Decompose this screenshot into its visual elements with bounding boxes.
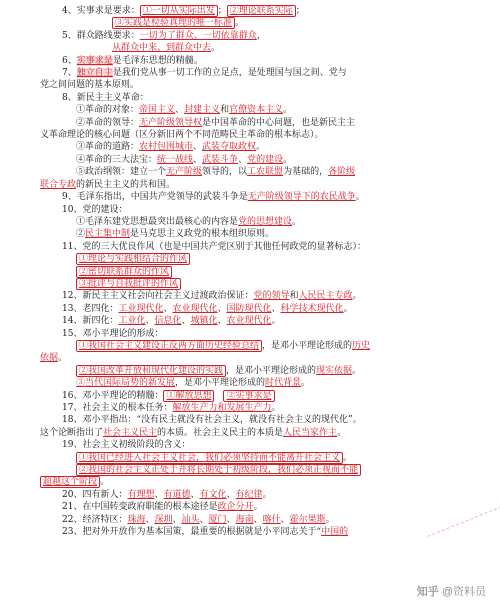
note-text: 、 <box>199 514 209 525</box>
note-line-l30 <box>40 365 484 377</box>
note-line-l17 <box>40 204 484 216</box>
watermark <box>417 586 486 598</box>
note-text: ④革命的三大法宝： <box>76 154 158 165</box>
key-term: ①解放思想 <box>163 390 214 402</box>
key-term: 农业现代化 <box>226 316 272 327</box>
note-text: 、 <box>145 514 155 525</box>
note-text: ，是邓小平理论形成的 <box>262 340 353 351</box>
key-term: 有纪律 <box>235 489 263 500</box>
note-text: 13、老四化： <box>62 303 119 314</box>
note-line-l38 <box>40 464 484 476</box>
note-line-l36 <box>40 439 484 451</box>
key-term: 一切为了群众、一切依靠群众 <box>139 30 257 41</box>
key-term: 官僚资本主义 <box>229 105 284 116</box>
note-line-l14 <box>40 166 484 178</box>
key-term: ①一切从实际出发 <box>140 5 218 17</box>
key-term: ③批评与自我批评的作风 <box>76 278 181 290</box>
key-term: 党的建设 <box>247 154 284 165</box>
key-term: ③实践是检验真理的唯一标准 <box>112 17 235 29</box>
note-text: 21、在中国转变政府职能的根本途径是 <box>62 502 218 513</box>
note-line-l06 <box>40 67 484 79</box>
note-text: 。 <box>58 353 68 364</box>
note-text: 14、新四化： <box>62 316 119 327</box>
note-text: 。 <box>343 452 353 463</box>
note-line-l12 <box>40 141 484 153</box>
key-term: 深圳 <box>154 514 173 525</box>
note-text: ； <box>217 6 227 16</box>
note-line-l01 <box>40 5 484 17</box>
note-text: 这个论断指出了 <box>40 427 104 438</box>
note-text: 、 <box>226 489 236 500</box>
key-term: ②理论联系实际 <box>227 5 296 17</box>
key-term: ①我国已经进入社会主义社会，我们必须坚持而不能离开社会主义 <box>76 452 343 464</box>
note-text: 17、社会主义的根本任务： <box>62 403 173 413</box>
key-term: 党的思想建设 <box>238 216 293 227</box>
note-text: 11、党的三大优良作风（也是中国共产党区别于其他任何政党的显著标志）： <box>62 241 366 252</box>
key-term: 工业化 <box>118 316 146 327</box>
note-text: 、 <box>217 303 227 314</box>
key-term: 实事求是 <box>76 55 113 66</box>
notes-body <box>40 5 484 538</box>
note-text: 、 <box>217 316 227 327</box>
note-line-l05 <box>40 55 484 67</box>
key-term: 科学技术现代化 <box>280 303 344 314</box>
note-text: 、 <box>226 514 236 525</box>
note-text: 、 <box>181 316 191 327</box>
note-text: 。 <box>100 477 110 488</box>
note-line-l03 <box>40 30 484 42</box>
key-term: 有理想 <box>127 489 155 500</box>
key-term: 联合专政 <box>40 179 77 190</box>
key-term: 无产阶级 <box>166 167 203 178</box>
note-text: 。 <box>352 365 362 376</box>
note-text: 15、邓小平理论的形成： <box>62 328 164 339</box>
key-term: ①我国社会主义建设正反两方面历史经验总结 <box>76 340 262 352</box>
note-line-l32 <box>40 390 484 402</box>
note-line-l13 <box>40 154 484 166</box>
note-text: 20、四有新人： <box>62 489 128 500</box>
note-text: 、 <box>163 303 173 314</box>
note-text: 党之间问题的基本原则。 <box>40 80 140 91</box>
key-term: 工农联盟 <box>247 167 284 178</box>
note-line-l25 <box>40 303 484 315</box>
note-text: 。 <box>235 18 245 29</box>
note-text: 。 <box>283 154 293 165</box>
key-term: 社会主义民主 <box>103 427 158 438</box>
note-text: 和 <box>289 291 299 302</box>
note-line-l15 <box>40 179 484 191</box>
key-term: 解放生产力和发展生产力 <box>172 403 272 413</box>
note-line-l37 <box>40 452 484 464</box>
note-text: 8、新民主主义革命： <box>62 92 149 103</box>
note-text: 。 <box>355 192 365 203</box>
note-line-l42 <box>40 514 484 526</box>
note-text: 5、群众路线要求： <box>62 30 140 41</box>
note-text: 7、 <box>62 68 77 79</box>
note-text: ② <box>76 229 86 240</box>
key-term: 民主集中制 <box>85 229 131 240</box>
note-line-l24 <box>40 290 484 302</box>
key-term: ②实事求是 <box>223 390 274 402</box>
key-term: 现实依据 <box>316 365 353 376</box>
note-text: 、 <box>190 489 200 500</box>
note-text: 。 <box>253 502 263 513</box>
note-text: 、 <box>145 316 155 327</box>
note-text: ⑤政治纲领：建立一个 <box>76 167 167 178</box>
note-text: 。 <box>343 303 353 314</box>
note-text: 18、邓小平指出：“没有民主就没有社会主义，就没有社会主义的现代化”。 <box>62 415 362 426</box>
note-line-l09 <box>40 104 484 116</box>
key-term: ②密切联系群众的作风 <box>76 266 172 278</box>
note-text: 。 <box>283 105 293 116</box>
note-text: 、 <box>172 514 182 525</box>
key-term: 有道德 <box>163 489 191 500</box>
key-term: 城镇化 <box>190 316 218 327</box>
note-text: 。 <box>292 216 302 227</box>
note-line-l34 <box>40 414 484 426</box>
note-line-l39 <box>40 476 484 488</box>
note-line-l29 <box>40 352 484 364</box>
note-line-l20 <box>40 241 484 253</box>
key-term: 历史 <box>352 340 371 351</box>
note-text: 19、社会主义初级阶段的含义： <box>62 440 191 451</box>
key-term: ①理论与实践相结合的作风 <box>76 253 190 265</box>
key-term: 国防现代化 <box>226 303 272 314</box>
key-term: 党的领导 <box>253 291 290 302</box>
note-line-l22 <box>40 266 484 278</box>
note-text: 10、党的建设： <box>62 204 128 215</box>
note-text: 为基础的， <box>283 167 329 178</box>
note-line-l18 <box>40 216 484 228</box>
note-line-l10 <box>40 117 484 129</box>
key-term: 各阶级 <box>328 167 356 178</box>
note-text: 4、实事求是要求： <box>62 6 140 16</box>
key-term: 无产阶级领导下的农民战争 <box>247 192 356 203</box>
note-line-l26 <box>40 315 484 327</box>
key-term: 超越这个阶段 <box>40 476 100 488</box>
note-text: 、 <box>154 489 164 500</box>
note-line-l41 <box>40 501 484 513</box>
note-text: 、 <box>193 154 203 165</box>
note-line-l40 <box>40 489 484 501</box>
key-term: 帝国主义 <box>139 105 176 116</box>
note-text: 。 <box>271 316 281 327</box>
note-line-l27 <box>40 328 484 340</box>
key-term: 有文化 <box>199 489 227 500</box>
note-text: 。 <box>301 378 311 389</box>
note-line-l35 <box>40 427 484 439</box>
note-text: ； <box>295 6 305 16</box>
note-line-l08 <box>40 92 484 104</box>
note-text: 和 <box>220 105 230 116</box>
key-term: ③当代国际局势的新发展 <box>76 378 176 389</box>
note-text: 、 <box>193 142 203 153</box>
key-term: 武装斗争 <box>202 154 239 165</box>
note-line-l23 <box>40 278 484 290</box>
note-text: 。 <box>211 43 221 54</box>
key-term: 喀什 <box>262 514 281 525</box>
note-text: 12、新民主主义社会向社会主义过渡政治保证： <box>62 291 254 302</box>
note-text: 。 <box>325 514 335 525</box>
key-term: 汕头 <box>181 514 200 525</box>
note-text: 是毛泽东思想的精髓。 <box>112 55 203 66</box>
note-text: 16、邓小平理论的精髓： <box>62 390 164 401</box>
key-term: 时代背景 <box>265 378 302 389</box>
note-text: 。 <box>271 403 281 413</box>
note-text: 是中国革命的中心问题，也是新民主主 <box>202 117 356 128</box>
note-line-l43 <box>40 526 484 538</box>
key-term: 中国的 <box>321 527 349 538</box>
key-term: 武装夺取政权 <box>202 142 257 153</box>
key-term: 信息化 <box>154 316 182 327</box>
note-line-l31 <box>40 377 484 389</box>
note-line-l04 <box>40 42 484 54</box>
key-term: 独立自主 <box>76 68 113 79</box>
key-term: 海南 <box>235 514 254 525</box>
note-text: 22、经济特区： <box>62 514 128 525</box>
note-text: 、 <box>280 514 290 525</box>
note-text: ①毛泽东建党思想最突出最核心的内容是 <box>76 216 239 227</box>
note-text: ②革命的领导： <box>76 117 140 128</box>
note-text: 9、毛泽东指出，中国共产党领导的武装斗争是 <box>62 192 248 203</box>
note-line-l19 <box>40 228 484 240</box>
key-term: 厦门 <box>208 514 227 525</box>
key-term: 农业现代化 <box>172 303 218 314</box>
key-term: 无产阶级领导权 <box>139 117 203 128</box>
note-text: 23、把对外开放作为基本国策，最重要的根据就是小平同志关于“ <box>62 527 322 538</box>
note-line-l21 <box>40 253 484 265</box>
key-term: 农村包围城市 <box>139 142 194 153</box>
note-text: ③革命的道路： <box>76 142 140 153</box>
note-text: 、 <box>253 514 263 525</box>
note-line-l33 <box>40 402 484 414</box>
key-term: 统一战线 <box>157 154 194 165</box>
note-text: ，是邓小平理论形成的 <box>226 365 317 376</box>
note-line-l28 <box>40 340 484 352</box>
note-text: 是马克思主义政党的根本组织原则。 <box>130 229 275 240</box>
note-text: 是我们党从事一切工作的立足点，是处理国与国之间、党与 <box>112 68 347 79</box>
key-term: 人民当家作主 <box>283 427 338 438</box>
watermark-logo: 知乎 <box>416 585 439 598</box>
key-term: 从群众中来、到群众中去 <box>112 43 212 54</box>
note-text: 义革命理论的核心问题（区分新旧两个不同范畴民主革命的根本标志）。 <box>40 130 324 141</box>
key-term: ②我国的社会主义正处于并将长期处于初级阶段，我们必须正视而不能 <box>76 464 361 476</box>
note-text: 。 <box>256 142 266 153</box>
note-text: 6、 <box>62 55 77 66</box>
note-text: 、 <box>238 154 248 165</box>
note-text: 的本质。社会主义民主的本质是 <box>157 427 284 438</box>
note-text: ，是邓小平理论形成的 <box>175 378 266 389</box>
key-term: 政企分开 <box>217 502 254 513</box>
note-text: 。 <box>262 489 272 500</box>
note-line-l16 <box>40 191 484 203</box>
key-term: ②我国改革开放和现代化建设的实践 <box>76 365 226 377</box>
note-text: 的新民主主义的共和国。 <box>76 179 176 190</box>
note-text: 领导的，以 <box>202 167 248 178</box>
note-line-l07 <box>40 79 484 91</box>
note-text: 、 <box>175 105 185 116</box>
key-term: 珠海 <box>127 514 146 525</box>
note-text: ， <box>256 30 266 41</box>
note-line-l02 <box>40 17 484 29</box>
key-term: 封建主义 <box>184 105 221 116</box>
key-term: 工业现代化 <box>118 303 164 314</box>
watermark-account: @资料员 <box>441 585 486 598</box>
key-term: 霍尔果斯 <box>289 514 326 525</box>
note-text: ①革命的对象： <box>76 105 140 116</box>
note-text: 、 <box>271 303 281 314</box>
key-term: 人民民主专政 <box>298 291 353 302</box>
note-text: 。 <box>337 427 347 438</box>
key-term: 依据 <box>40 353 59 364</box>
note-line-l11 <box>40 129 484 141</box>
note-text: 。 <box>352 291 362 302</box>
